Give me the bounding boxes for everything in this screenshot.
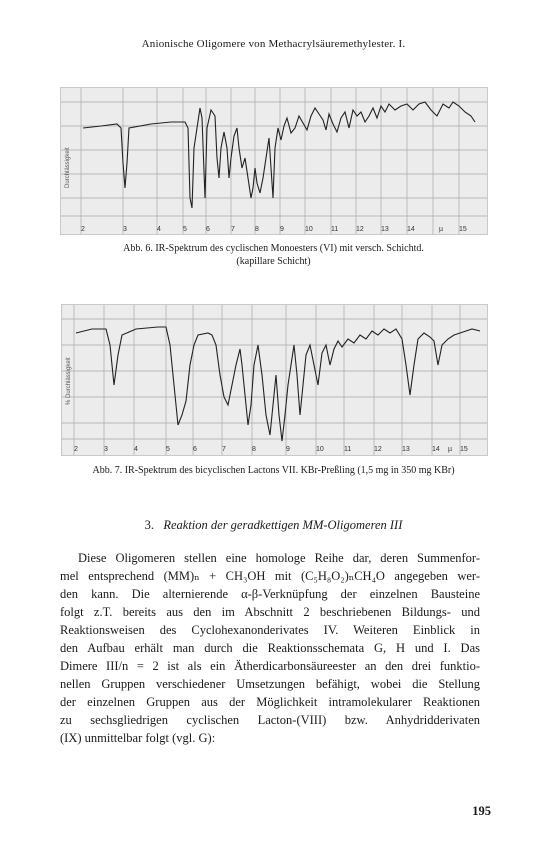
paragraph-line: folgt z.T. bereits aus den im Abschnitt 2 beschriebenen Bildungs- und xyxy=(60,605,480,619)
ir-spectrum-chart xyxy=(62,305,487,455)
tick-label: 9 xyxy=(286,446,290,453)
tick-label: 2 xyxy=(81,226,85,233)
tick-label: 15 xyxy=(460,446,468,453)
tick-label: 15 xyxy=(459,226,467,233)
tick-label: 13 xyxy=(402,446,410,453)
tick-label: 7 xyxy=(222,446,226,453)
tick-label: 3 xyxy=(123,226,127,233)
paragraph-line: (IX) unmittelbar folgt (vgl. G): xyxy=(60,731,216,745)
caption-line: (kapillare Schicht) xyxy=(236,256,311,267)
caption-line: Abb. 7. IR-Spektrum des bicyclischen Lactons VII. KBr-Preßling (1,5 mg in 350 mg KBr) xyxy=(92,465,455,476)
tick-label: 12 xyxy=(356,226,364,233)
tick-label: 12 xyxy=(374,446,382,453)
tick-label: 6 xyxy=(206,226,210,233)
figure-7-caption xyxy=(40,464,507,477)
tick-label: 13 xyxy=(381,226,389,233)
caption-line: Abb. 6. IR-Spektrum des cyclischen Monoesters (VI) mit versch. Schichtd. xyxy=(123,243,424,254)
body-paragraph xyxy=(60,549,480,747)
paragraph-line: Diese Oligomeren stellen eine homologe Reihe dar, deren Summenfor- xyxy=(78,551,480,565)
section-heading xyxy=(0,518,547,533)
tick-label: 11 xyxy=(331,226,339,233)
tick-label: 6 xyxy=(193,446,197,453)
tick-label: µ xyxy=(439,226,444,233)
tick-label: 10 xyxy=(316,446,324,453)
axis-tick-labels xyxy=(74,446,468,453)
spectrum-trace xyxy=(83,102,475,208)
y-axis-label: % Durchlässigkeit xyxy=(66,357,72,405)
tick-label: 14 xyxy=(407,226,415,233)
axis-tick-labels xyxy=(81,226,467,233)
tick-label: 4 xyxy=(157,226,161,233)
tick-label: 14 xyxy=(432,446,440,453)
paragraph-line: mel entsprechend (MM)ₙ + CH₃OH mit (C₅H₈O₂)ₙCH₄O angegeben wer- xyxy=(60,569,480,583)
ir-spectrum-figure-6 xyxy=(60,87,488,235)
paragraph-line: den Aufbau erhält man durch die Reaktionsschemata G, H und I. Das xyxy=(60,641,480,655)
paragraph-line: Dimere III/n = 2 ist als ein Ätherdicarbonsäureester an den drei funktio- xyxy=(60,659,480,673)
page-number: 195 xyxy=(472,804,491,818)
section-number: 3. xyxy=(144,518,154,532)
tick-label: 5 xyxy=(183,226,187,233)
tick-label: 8 xyxy=(252,446,256,453)
ir-spectrum-figure-7 xyxy=(61,304,488,456)
ir-spectrum-chart xyxy=(61,88,487,234)
tick-label: µ xyxy=(448,446,453,453)
tick-label: 8 xyxy=(255,226,259,233)
tick-label: 2 xyxy=(74,446,78,453)
running-head: Anionische Oligomere von Methacrylsäuremethylester. I. xyxy=(141,38,406,50)
tick-label: 10 xyxy=(305,226,313,233)
section-title: Reaktion der geradkettigen MM-Oligomeren III xyxy=(163,518,403,532)
paragraph-line: zu sechsgliedrigen cyclischen Lacton-(VIII) bzw. Anhydridderivaten xyxy=(60,713,480,727)
paragraph-line: nellen Gruppen verschiedener Umsetzungen befähigt, wobei die Stellung xyxy=(60,677,480,691)
tick-label: 4 xyxy=(134,446,138,453)
paragraph-line: den kann. Die alternierende α-β-Verknüpfung der einzelnen Bausteine xyxy=(60,587,480,601)
paragraph-line: Reaktionsweisen des Cyclohexanonderivates IV. Weiteren Einblick in xyxy=(60,623,480,637)
tick-label: 9 xyxy=(280,226,284,233)
spectrum-trace xyxy=(76,327,480,441)
tick-label: 7 xyxy=(231,226,235,233)
tick-label: 5 xyxy=(166,446,170,453)
chart-grid xyxy=(62,305,487,455)
tick-label: 3 xyxy=(104,446,108,453)
figure-6-caption xyxy=(40,242,507,268)
tick-label: 11 xyxy=(344,446,352,453)
paragraph-line: der einzelnen Gruppen aus der Möglichkeit intramolekularer Reaktionen xyxy=(60,695,480,709)
y-axis-label: Durchlässigkeit xyxy=(65,147,71,188)
